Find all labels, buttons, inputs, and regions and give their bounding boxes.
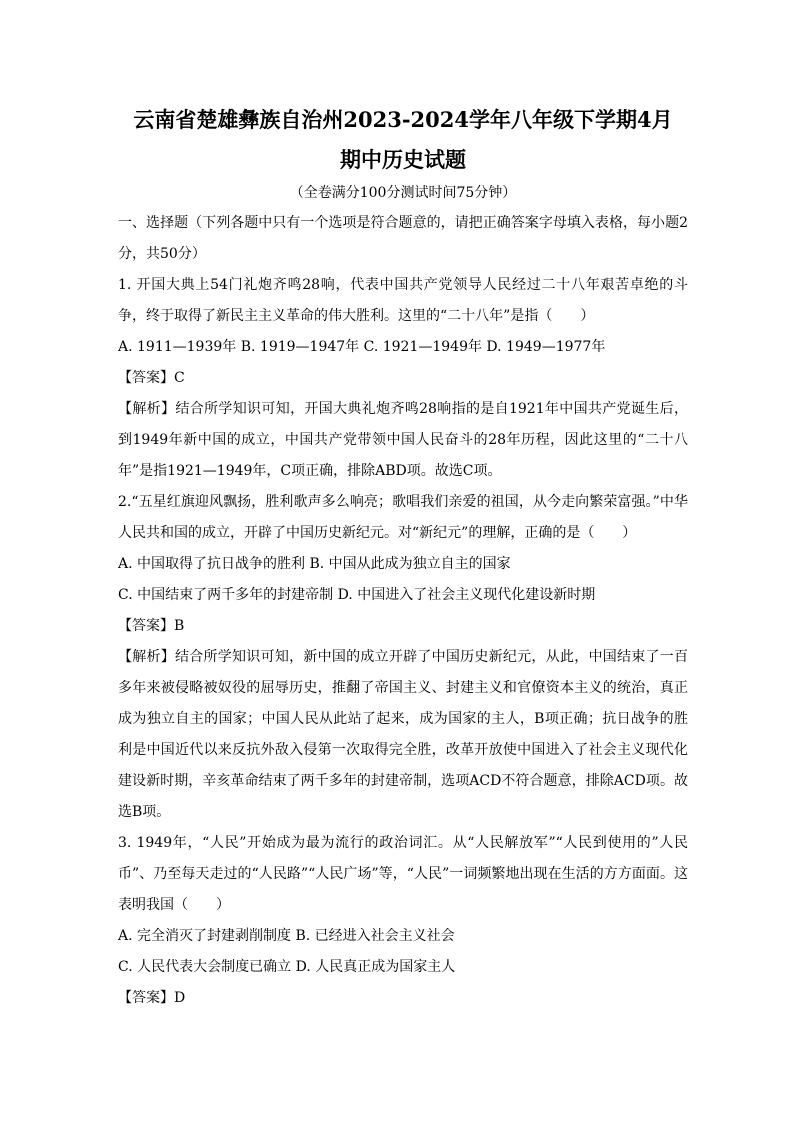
question-2-options-line-2: C. 中国结束了两千多年的封建帝制 D. 中国进入了社会主义现代化建设新时期 bbox=[118, 587, 596, 603]
section-heading: 一、选择题（下列各题中只有一个选项是符合题意的，请把正确答案字母填入表格，每小题2分，共50分） bbox=[118, 215, 688, 262]
question-2-options-line-1: A. 中国取得了抗日战争的胜利 B. 中国从此成为独立自主的国家 bbox=[118, 556, 511, 572]
exam-info: （全卷满分100分测试时间75分钟） bbox=[289, 185, 517, 201]
document-content bbox=[118, 100, 688, 1014]
question-3-options-line-2: C. 人民代表大会制度已确立 D. 人民真正成为国家主人 bbox=[118, 959, 456, 975]
title-line-1: 云南省楚雄彝族自治州2023-2024学年八年级下学期4月 bbox=[133, 107, 673, 132]
question-1-stem: 1. 开国大典上54门礼炮齐鸣28响，代表中国共产党领导人民经过二十八年艰苦卓绝的斗争，终于取得了新民主主义革命的伟大胜利。这里的“二十八年”是指（ ） bbox=[118, 277, 688, 324]
title-line-2: 期中历史试题 bbox=[340, 147, 466, 172]
question-2-analysis: 【解析】结合所学知识可知，新中国的成立开辟了中国历史新纪元，从此，中国结束了一百多年来被侵略被奴役的屈辱历史，推翻了帝国主义、封建主义和官僚资本主义的统治，真正成为独立自主的国家；中国人民从此站了起来，成为国家的主人，B项正确；抗日战争的胜利是中国近代以来反抗外敌入侵第一次取得完全胜，改革开放使中国进入了社会主义现代化建设新时期，辛亥革命结束了两千多年的封建帝制，选项ACD不符合题意，排除ACD项。故选B项。 bbox=[118, 649, 688, 820]
question-3-stem: 3. 1949年，“人民”开始成为最为流行的政治词汇。从“人民解放军”“人民到使用的”人民币”、乃至每天走过的“人民路”“人民广场”等，“人民”一词频繁地出现在生活的方方面面。这表明我国（ ） bbox=[118, 835, 688, 913]
question-3-options-line-1: A. 完全消灭了封建剥削制度 B. 已经进入社会主义社会 bbox=[118, 928, 455, 944]
question-1-answer: 【答案】C bbox=[118, 370, 185, 386]
question-1-options: A. 1911—1939年 B. 1919—1947年 C. 1921—1949年 D. 1949—1977年 bbox=[118, 339, 606, 355]
question-3-answer: 【答案】D bbox=[118, 990, 186, 1006]
question-2-answer: 【答案】B bbox=[118, 618, 185, 634]
question-2-stem: 2.“五星红旗迎风飘扬，胜利歌声多么响亮；歌唱我们亲爱的祖国，从今走向繁荣富强。”中华人民共和国的成立，开辟了中国历史新纪元。对“新纪元”的理解，正确的是（ ） bbox=[118, 494, 688, 541]
question-1-analysis: 【解析】结合所学知识可知，开国大典礼炮齐鸣28响指的是自1921年中国共产党诞生后，到1949年新中国的成立，中国共产党带领中国人民奋斗的28年历程，因此这里的“二十八年”是指1921—1949年，C项正确，排除ABD项。故选C项。 bbox=[118, 401, 688, 479]
